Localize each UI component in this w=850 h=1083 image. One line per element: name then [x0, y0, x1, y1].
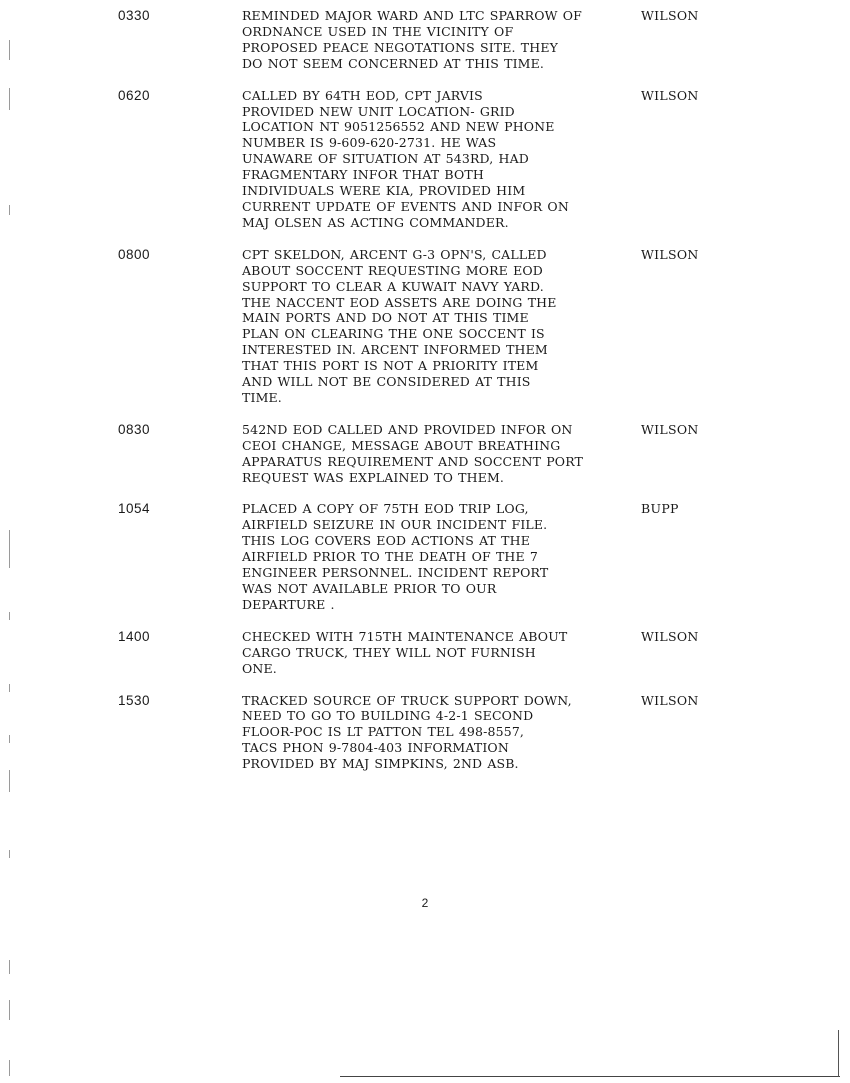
footer-edge-line: [838, 1030, 839, 1077]
entry-recorder: WILSON: [641, 246, 699, 262]
entry-line: CURRENT UPDATE OF EVENTS AND INFOR ON: [242, 198, 569, 214]
log-entry: [118, 422, 718, 486]
entry-line: CEOI CHANGE, MESSAGE ABOUT BREATHING: [242, 437, 561, 453]
entry-time: 1054: [118, 501, 151, 517]
entry-description: [242, 693, 616, 773]
entry-line: WAS NOT AVAILABLE PRIOR TO OUR: [242, 581, 497, 596]
entry-description: [242, 422, 616, 486]
page-number: 2: [421, 896, 429, 910]
entry-line: THE NACCENT EOD ASSETS ARE DOING THE: [242, 294, 557, 310]
scan-mark: [9, 1000, 10, 1020]
entry-recorder: WILSON: [641, 421, 699, 437]
entry-line: MAJ OLSEN AS ACTING COMMANDER.: [242, 214, 509, 230]
log-entry: [118, 247, 718, 406]
entry-time: 1530: [118, 692, 151, 708]
entry-time: 1400: [118, 628, 151, 644]
entry-line: ORDNANCE USED IN THE VICINITY OF: [242, 23, 514, 39]
entry-recorder: WILSON: [641, 87, 699, 103]
entry-line: TACS PHON 9-7804-403 INFORMATION: [242, 740, 509, 756]
log-entry: [118, 629, 718, 677]
entry-line: CHECKED WITH 715TH MAINTENANCE ABOUT: [242, 628, 568, 644]
entry-recorder: WILSON: [641, 692, 699, 708]
entry-line: APPARATUS REQUIREMENT AND SOCCENT PORT: [242, 453, 584, 469]
entry-line: MAIN PORTS AND DO NOT AT THIS TIME: [242, 310, 529, 326]
entry-description: [242, 88, 616, 231]
entry-line: AIRFIELD PRIOR TO THE DEATH OF THE 7: [242, 549, 538, 565]
entry-line: NEED TO GO TO BUILDING 4-2-1 SECOND: [242, 708, 534, 724]
scan-mark: [9, 205, 10, 215]
entry-line: CPT SKELDON, ARCENT G-3 OPN'S, CALLED: [242, 246, 547, 262]
entry-description: [242, 8, 616, 72]
entry-line: THAT THIS PORT IS NOT A PRIORITY ITEM: [242, 358, 539, 374]
entry-line: ENGINEER PERSONNEL. INCIDENT REPORT: [242, 565, 549, 581]
entry-recorder: WILSON: [641, 8, 699, 23]
scan-mark: [9, 88, 10, 110]
scan-mark: [9, 735, 10, 743]
entry-line: ONE.: [242, 660, 277, 676]
scan-mark: [9, 1060, 10, 1076]
entry-line: UNAWARE OF SITUATION AT 543RD, HAD: [242, 151, 529, 167]
scan-mark: [9, 770, 10, 792]
scan-mark: [9, 40, 10, 60]
entry-recorder: WILSON: [641, 628, 699, 644]
entry-line: NUMBER IS 9-609-620-2731. HE WAS: [242, 135, 497, 151]
entry-time: 0800: [118, 246, 151, 262]
entry-line: CALLED BY 64TH EOD, CPT JARVIS: [242, 87, 483, 103]
entry-line: TIME.: [242, 389, 282, 405]
entry-time: 0330: [118, 8, 151, 23]
entry-line: CARGO TRUCK, THEY WILL NOT FURNISH: [242, 644, 536, 660]
entry-line: PLAN ON CLEARING THE ONE SOCCENT IS: [242, 326, 545, 342]
entry-line: REQUEST WAS EXPLAINED TO THEM.: [242, 469, 505, 485]
entry-line: FRAGMENTARY INFOR THAT BOTH: [242, 167, 484, 183]
entry-line: REMINDED MAJOR WARD AND LTC SPARROW OF: [242, 8, 582, 23]
scan-mark: [9, 960, 10, 974]
entry-description: [242, 247, 616, 406]
footer-rule: [340, 1076, 840, 1077]
entry-description: [242, 501, 616, 612]
entry-line: DO NOT SEEM CONCERNED AT THIS TIME.: [242, 55, 545, 71]
entry-recorder: BUPP: [641, 501, 679, 517]
entry-line: FLOOR-POC IS LT PATTON TEL 498-8557,: [242, 724, 525, 740]
log-entry: [118, 8, 718, 72]
log-entries: [118, 8, 718, 788]
log-entry: [118, 501, 718, 612]
entry-line: PROPOSED PEACE NEGOTATIONS SITE. THEY: [242, 39, 559, 55]
entry-line: INDIVIDUALS WERE KIA, PROVIDED HIM: [242, 183, 526, 199]
entry-line: PLACED A COPY OF 75TH EOD TRIP LOG,: [242, 501, 529, 517]
scan-mark: [9, 530, 10, 568]
entry-time: 0830: [118, 421, 151, 437]
entry-line: PROVIDED NEW UNIT LOCATION- GRID: [242, 103, 515, 119]
entry-line: TRACKED SOURCE OF TRUCK SUPPORT DOWN,: [242, 692, 572, 708]
entry-line: AND WILL NOT BE CONSIDERED AT THIS: [242, 374, 531, 390]
entry-time: 0620: [118, 87, 151, 103]
entry-line: DEPARTURE .: [242, 596, 335, 612]
entry-description: [242, 629, 616, 677]
entry-line: AIRFIELD SEIZURE IN OUR INCIDENT FILE.: [242, 517, 548, 533]
entry-line: 542ND EOD CALLED AND PROVIDED INFOR ON: [242, 421, 573, 437]
scan-mark: [9, 612, 10, 620]
entry-line: PROVIDED BY MAJ SIMPKINS, 2ND ASB.: [242, 756, 519, 772]
log-entry: [118, 88, 718, 231]
entry-line: ABOUT SOCCENT REQUESTING MORE EOD: [242, 262, 543, 278]
entry-line: LOCATION NT 9051256552 AND NEW PHONE: [242, 119, 555, 135]
log-entry: [118, 693, 718, 773]
scan-mark: [9, 684, 10, 692]
entry-line: THIS LOG COVERS EOD ACTIONS AT THE: [242, 533, 530, 549]
scan-mark: [9, 850, 10, 858]
entry-line: SUPPORT TO CLEAR A KUWAIT NAVY YARD.: [242, 278, 544, 294]
entry-line: INTERESTED IN. ARCENT INFORMED THEM: [242, 342, 548, 358]
